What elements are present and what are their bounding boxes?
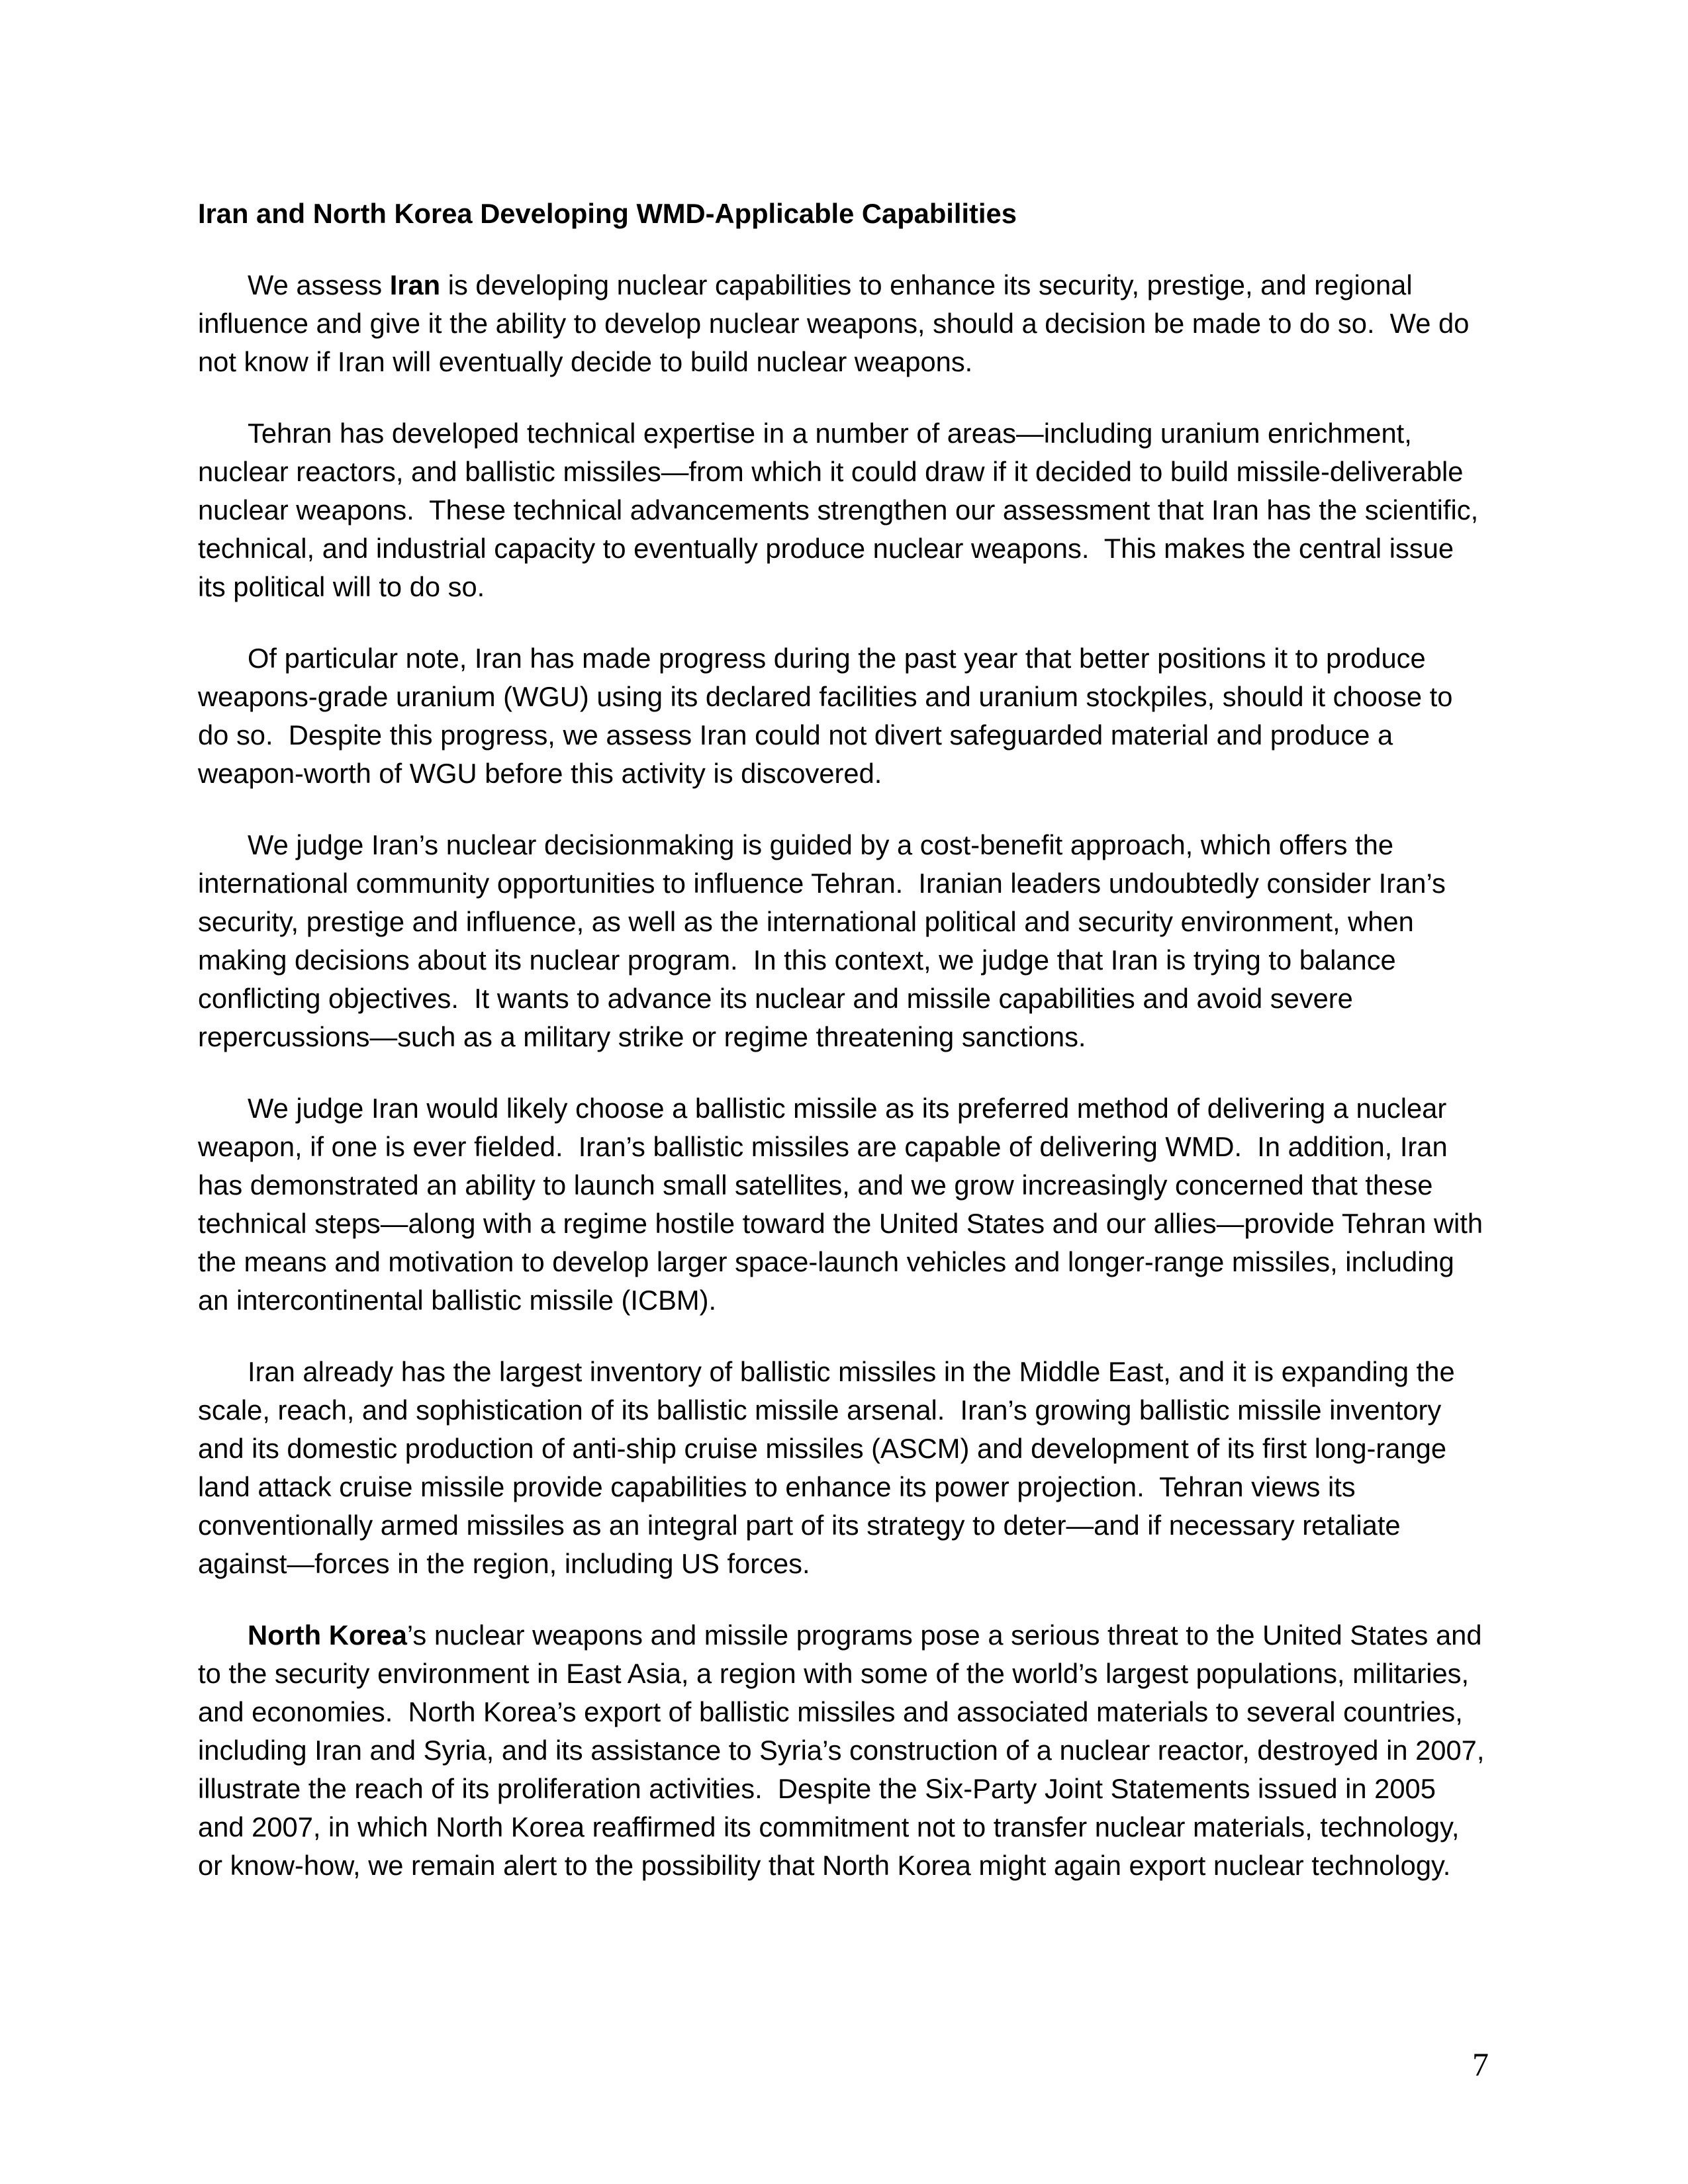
- paragraph: [198, 1616, 1493, 1885]
- text-run: Iran already has the largest inventory of ballistic missiles in the Middle East, and it is expanding the scale, reach, and sophistication of its ballistic missile arsenal. Iran’s growing ballistic missile inventory and its domestic production of anti-ship cruise missiles (ASCM) and development of its first long-range land attack cruise missile provide capabilities to enhance its power projection. Tehran views its conventionally armed missiles as an integral part of its strategy to deter—and if necessary retaliate against—forces in the region, including US forces.: [198, 1356, 1463, 1579]
- paragraph: [198, 1353, 1489, 1583]
- page-number: 7: [1472, 2046, 1489, 2083]
- bold-text-run: North Korea: [248, 1619, 407, 1651]
- text-run: Of particular note, Iran has made progress during the past year that better positions it to produce weapons-grade uranium (WGU) using its declared facilities and uranium stockpiles, should it choose to do so. Despite this progress, we assess Iran could not divert safeguarded material and produce a weapon-worth of WGU before this activity is discovered.: [198, 643, 1460, 789]
- paragraph: [198, 639, 1489, 793]
- paragraph: [198, 826, 1489, 1056]
- document-body: [198, 266, 1493, 1885]
- paragraph: [198, 1089, 1489, 1320]
- paragraph: [198, 414, 1489, 606]
- text-run: We judge Iran’s nuclear decisionmaking is guided by a cost-benefit approach, which offers the international community opportunities to influence Tehran. Iranian leaders undoubtedly consider Iran’s security, prestige and influence, as well as the international political and security environment, when making decisions about its nuclear program. In this context, we judge that Iran is trying to balance conflicting objectives. It wants to advance its nuclear and missile capabilities and avoid severe repercussions—such as a military strike or regime threatening sanctions.: [198, 829, 1454, 1052]
- text-run: We assess: [248, 269, 390, 300]
- text-run: is developing nuclear capabilities to enhance its security, prestige, and regional influence and give it the ability to develop nuclear weapons, should a decision be made to do so. We do not know if Iran will eventually decide to build nuclear weapons.: [198, 269, 1477, 377]
- bold-text-run: Iran: [389, 269, 441, 300]
- text-run: Tehran has developed technical expertise in a number of areas—including uranium enrichment, nuclear reactors, and ballistic missiles—from which it could draw if it decided to build missile-deliverable nuclear weapons. These technical advancements strengthen our assessment that Iran has the scientific, technical, and industrial capacity to eventually produce nuclear weapons. This makes the central issue its political will to do so.: [198, 418, 1486, 602]
- document-content: [198, 195, 1493, 1918]
- document-heading: Iran and North Korea Developing WMD-Applicable Capabilities: [198, 198, 1017, 229]
- paragraph: [198, 266, 1489, 381]
- text-run: We judge Iran would likely choose a ballistic missile as its preferred method of delivering a nuclear weapon, if one is ever fielded. Iran’s ballistic missiles are capable of delivering WMD. In addition, Iran has demonstrated an ability to launch small satellites, and we grow increasingly concerned that these technical steps—along with a regime hostile toward the United States and our allies—provide Tehran with the means and motivation to develop larger space-launch vehicles and longer-range missiles, including an intercontinental ballistic missile (ICBM).: [198, 1093, 1491, 1316]
- text-run: ’s nuclear weapons and missile programs pose a serious threat to the United States and to the security environment in East Asia, a region with some of the world’s largest populations, militaries, and economies. North Korea’s export of ballistic missiles and associated materials to several countries, including Iran and Syria, and its assistance to Syria’s construction of a nuclear reactor, destroyed in 2007, illustrate the reach of its proliferation activities. Despite the Six-Party Joint Statements issued in 2005 and 2007, in which North Korea reaffirmed its commitment not to transfer nuclear materials, technology, or know-how, we remain alert to the possibility that North Korea might again export nuclear technology.: [198, 1619, 1493, 1881]
